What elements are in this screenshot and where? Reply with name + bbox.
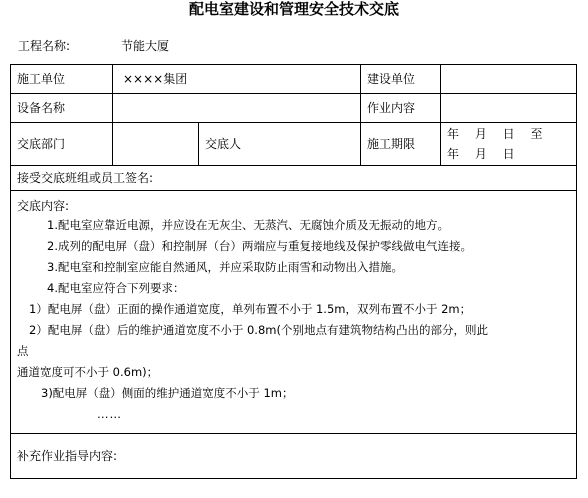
row-supplement — [11, 434, 577, 479]
project-name-value: 节能大厦 — [121, 39, 170, 53]
period-line-1: 年 月 日 至 — [447, 127, 543, 141]
builder-unit-label: 建设单位 — [361, 65, 441, 94]
row-signature — [11, 166, 577, 191]
period-value[interactable] — [441, 123, 577, 166]
content-item-2: 2.成列的配电屏（盘）和控制屏（台）两端应与重复接地线及保护零线做电气连接。 — [47, 238, 472, 253]
row-content — [11, 191, 577, 434]
disclosure-person-label: 交底人 — [205, 137, 242, 151]
row-department — [11, 123, 577, 166]
project-name-label: 工程名称: — [18, 39, 71, 53]
row-equipment — [11, 94, 577, 123]
content-item-1: 1.配电室应靠近电源，并应设在无灰尘、无蒸汽、无腐蚀介质及无振动的地方。 — [47, 217, 449, 232]
work-content-value[interactable] — [441, 94, 577, 123]
work-content-label: 作业内容 — [361, 94, 441, 123]
disclosure-form-table — [10, 64, 577, 479]
signature-field[interactable]: 接受交底班组或员工签名: — [11, 166, 577, 191]
equipment-name-label: 设备名称 — [11, 94, 113, 123]
dept-value[interactable] — [113, 123, 199, 166]
content-subitem-2-cont: 通道宽度可不小于 0.6m)； — [17, 364, 159, 379]
period-label: 施工期限 — [361, 123, 441, 166]
disclosure-content-cell — [11, 191, 577, 434]
period-line-2: 年 月 日 — [447, 147, 515, 161]
page-title: 配电室建设和管理安全技术交底 — [188, 0, 399, 18]
construction-unit-label: 施工单位 — [11, 65, 113, 94]
construction-unit-value[interactable]: ××××集团 — [113, 65, 361, 94]
content-subitem-1: 1）配电屏（盘）正面的操作通道宽度，单列布置不小于 1.5m，双列布置不小于 2m； — [29, 301, 472, 316]
content-subitem-3: 3)配电屏（盘）侧面的维护通道宽度不小于 1m； — [41, 385, 294, 400]
supplement-field[interactable]: 补充作业指导内容: — [11, 434, 577, 479]
builder-unit-value[interactable] — [441, 65, 577, 94]
content-subitem-2: 2）配电屏（盘）后的维护通道宽度不小于 0.8m(个别地点有建筑物结构凸出的部分，则此 — [29, 322, 488, 337]
content-subitem-2-wrap: 点 — [17, 343, 29, 358]
content-item-3: 3.配电室和控制室应能自然通风，并应采取防止雨雪和动物出入措施。 — [47, 259, 403, 274]
content-ellipsis: …… — [97, 406, 122, 421]
content-label: 交底内容: — [17, 198, 70, 213]
row-units — [11, 65, 577, 94]
dept-label: 交底部门 — [11, 123, 113, 166]
content-item-4: 4.配电室应符合下列要求： — [47, 280, 185, 295]
equipment-name-value[interactable] — [113, 94, 361, 123]
disclosure-person-cell[interactable] — [199, 123, 361, 166]
